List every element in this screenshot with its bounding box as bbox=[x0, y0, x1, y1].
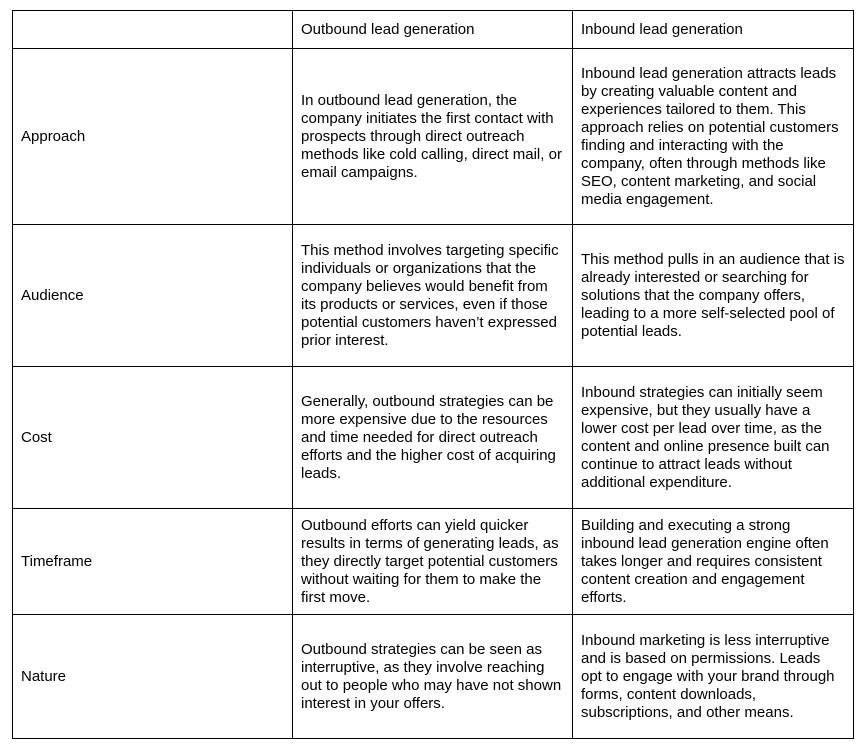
header-cell-inbound: Inbound lead generation bbox=[573, 11, 854, 49]
row-label: Nature bbox=[13, 615, 293, 739]
outbound-cell: Generally, outbound strategies can be more expensive due to the resources and time needed for direct outreach efforts and the higher cost of acquiring leads. bbox=[293, 367, 573, 509]
table-row bbox=[13, 49, 854, 225]
row-label: Approach bbox=[13, 49, 293, 225]
inbound-cell: This method pulls in an audience that is already interested or searching for solutions that the company offers, leading to a more self-selected pool of potential leads. bbox=[573, 225, 854, 367]
inbound-cell: Inbound marketing is less interruptive and is based on permissions. Leads opt to engage with your brand through forms, content downloads, subscriptions, and other means. bbox=[573, 615, 854, 739]
table-row bbox=[13, 225, 854, 367]
table-row bbox=[13, 615, 854, 739]
outbound-cell: Outbound strategies can be seen as interruptive, as they involve reaching out to people who may have not shown interest in your offers. bbox=[293, 615, 573, 739]
table-row bbox=[13, 367, 854, 509]
outbound-cell: Outbound efforts can yield quicker results in terms of generating leads, as they directly target potential customers without waiting for them to make the first move. bbox=[293, 509, 573, 615]
outbound-cell: In outbound lead generation, the company initiates the first contact with prospects through direct outreach methods like cold calling, direct mail, or email campaigns. bbox=[293, 49, 573, 225]
header-cell-empty bbox=[13, 11, 293, 49]
header-cell-outbound: Outbound lead generation bbox=[293, 11, 573, 49]
row-label: Audience bbox=[13, 225, 293, 367]
outbound-cell: This method involves targeting specific individuals or organizations that the company believes would benefit from its products or services, even if those potential customers haven’t expressed prior interest. bbox=[293, 225, 573, 367]
row-label: Cost bbox=[13, 367, 293, 509]
table-row bbox=[13, 509, 854, 615]
comparison-table bbox=[12, 10, 854, 739]
inbound-cell: Inbound strategies can initially seem expensive, but they usually have a lower cost per lead over time, as the content and online presence built can continue to attract leads without additional expenditure. bbox=[573, 367, 854, 509]
table-header-row bbox=[13, 11, 854, 49]
row-label: Timeframe bbox=[13, 509, 293, 615]
inbound-cell: Inbound lead generation attracts leads by creating valuable content and experiences tailored to them. This approach relies on potential customers finding and interacting with the company, often through methods like SEO, content marketing, and social media engagement. bbox=[573, 49, 854, 225]
inbound-cell: Building and executing a strong inbound lead generation engine often takes longer and requires consistent content creation and engagement efforts. bbox=[573, 509, 854, 615]
